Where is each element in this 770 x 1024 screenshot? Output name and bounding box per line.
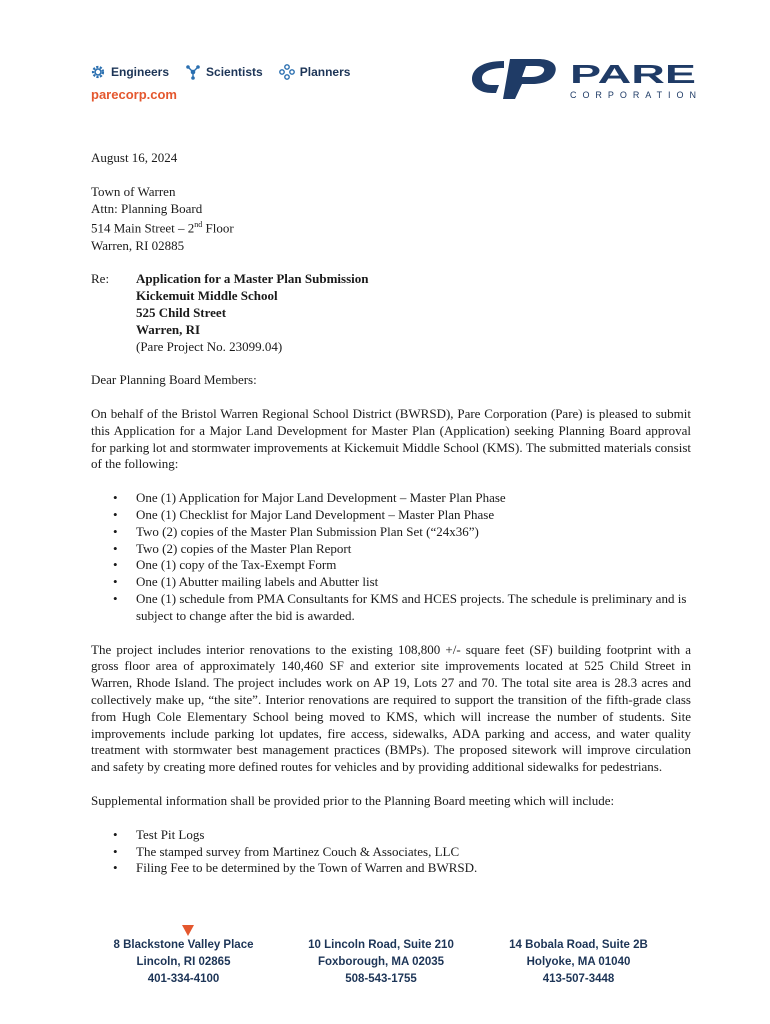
recipient-address xyxy=(91,184,691,255)
list-item: • The stamped survey from Martinez Couch & Associates, LLC xyxy=(113,844,691,861)
office-holyoke xyxy=(491,937,666,988)
subject-label: Re: xyxy=(91,271,110,287)
subject-line: 525 Child Street xyxy=(136,304,227,320)
tag-label: Engineers xyxy=(111,65,170,79)
letter-date: August 16, 2024 xyxy=(91,150,178,165)
website-link[interactable]: parecorp.com xyxy=(91,87,177,102)
letter-body xyxy=(91,150,691,877)
project-paragraph: The project includes interior renovations to the existing 108,800 +/- square feet (SF) building footprint with a gross floor area of approximately 140,460 SF and exterior site improvements located at 525 Child Street in Warren, Rhode Island. The project includes work on AP 19, Lots 27 and 70. The total site area is 28.3 acres and collectively make up, “the site”. Interior renovations are required to support the transition of the fifth-grade class from Hugh Cole Elementary School being moved to KMS, which will increase the number of students. Site improvements include parking lot updates, fire access, sidewalks, ADA parking and access, and water quality treatment with stormwater best management practices (BMPs). The proposed sitework will improve circulation and safety by creating more defined routes for vehicles and by providing additional sidewalks for pedestrians. xyxy=(91,641,691,775)
office-city: Holyoke, MA 01040 xyxy=(526,956,631,968)
office-phone: 401-334-4100 xyxy=(147,973,220,985)
gear-icon xyxy=(90,64,106,80)
list-item: • Test Pit Logs xyxy=(113,827,691,844)
list-item: • One (1) Checklist for Major Land Development – Master Plan Phase xyxy=(113,507,691,524)
office-street: 10 Lincoln Road, Suite 210 xyxy=(308,939,454,951)
tag-planners xyxy=(279,64,351,80)
footer-offices xyxy=(96,937,666,988)
list-item: • One (1) Application for Major Land Development – Master Plan Phase xyxy=(113,490,691,507)
subject-block xyxy=(91,271,691,355)
recipient-line: Attn: Planning Board xyxy=(91,200,203,216)
project-number: (Pare Project No. 23099.04) xyxy=(136,338,283,354)
office-city: Lincoln, RI 02865 xyxy=(136,956,231,968)
tag-label: Scientists xyxy=(206,65,263,79)
pare-corporation-logo xyxy=(470,55,698,103)
tag-scientists xyxy=(185,64,263,80)
office-city: Foxborough, MA 02035 xyxy=(317,956,445,968)
subject-line: Application for a Master Plan Submission xyxy=(136,271,369,287)
office-street: 8 Blackstone Valley Place xyxy=(113,939,254,951)
materials-list xyxy=(91,490,691,624)
letterhead-tags xyxy=(90,64,366,80)
list-item: • Two (2) copies of the Master Plan Submission Plan Set (“24x36”) xyxy=(113,524,691,541)
tag-label: Planners xyxy=(299,65,351,79)
salutation: Dear Planning Board Members: xyxy=(91,372,257,388)
tag-engineers xyxy=(90,64,169,80)
subject-line: Warren, RI xyxy=(136,321,201,337)
supplemental-list xyxy=(91,827,691,877)
recipient-line: Warren, RI 02885 xyxy=(91,237,185,253)
list-item: • One (1) copy of the Tax-Exempt Form xyxy=(113,557,691,574)
subject-line: Kickemuit Middle School xyxy=(136,288,278,304)
list-item: • Two (2) copies of the Master Plan Report xyxy=(113,541,691,558)
molecule-icon xyxy=(185,64,201,80)
list-item: • One (1) Abutter mailing labels and Abutter list xyxy=(113,574,691,591)
office-foxborough xyxy=(294,937,469,988)
logo-subtitle: CORPORATION xyxy=(570,90,696,100)
office-street: 14 Bobala Road, Suite 2B xyxy=(509,939,648,951)
office-phone: 413-507-3448 xyxy=(542,973,615,985)
logo-wordmark: PARE xyxy=(570,59,696,89)
office-phone: 508-543-1755 xyxy=(345,973,417,985)
recipient-line: 514 Main Street – 2nd Floor xyxy=(91,220,234,236)
office-lincoln xyxy=(96,937,271,988)
intro-paragraph: On behalf of the Bristol Warren Regional School District (BWRSD), Pare Corporation (Pare) is pleased to submit this Application for a Major Land Development for Master Plan (Application) seeking Planning Board approval for parking lot and stormwater improvements at Kickemuit Middle School (KMS). The submitted materials consist of the following: xyxy=(91,406,691,472)
network-icon xyxy=(279,64,295,80)
supplemental-intro: Supplemental information shall be provided prior to the Planning Board meeting which will include: xyxy=(91,793,615,809)
recipient-line: Town of Warren xyxy=(91,183,176,199)
triangle-marker-icon xyxy=(182,925,194,936)
list-item: • One (1) schedule from PMA Consultants for KMS and HCES projects. The schedule is preliminary and is subject to change after the bid is awarded. xyxy=(113,591,691,625)
list-item: • Filing Fee to be determined by the Town of Warren and BWRSD. xyxy=(113,860,691,877)
